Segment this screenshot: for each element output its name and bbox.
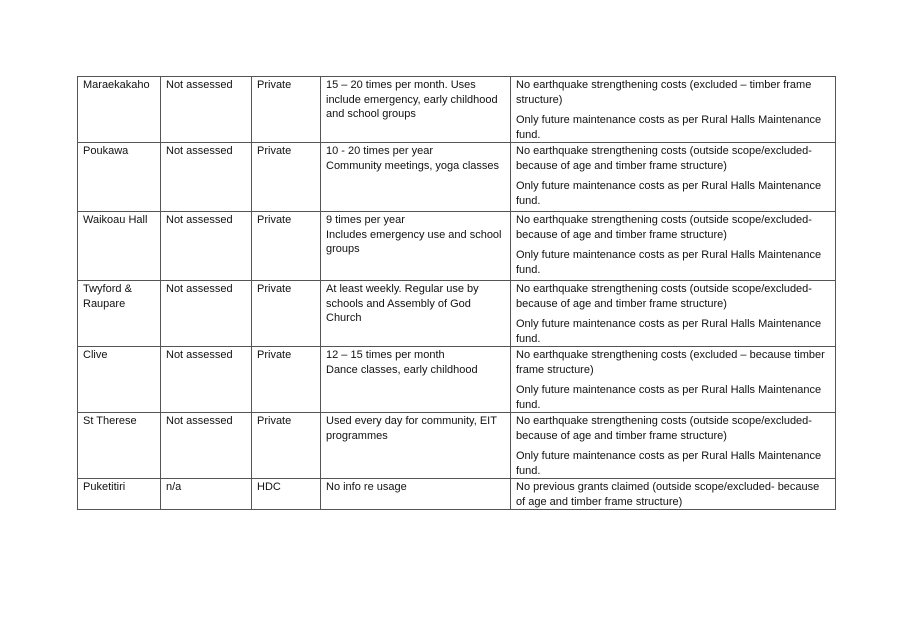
assessment-cell: Not assessed [161, 143, 252, 212]
notes-line: Only future maintenance costs as per Rural Halls Maintenance fund. [516, 180, 822, 207]
notes-line: Only future maintenance costs as per Rural Halls Maintenance fund. [516, 249, 822, 276]
ownership-cell: Private [252, 281, 321, 347]
ownership-cell: Private [252, 143, 321, 212]
ownership-cell: Private [252, 413, 321, 479]
usage-cell: Used every day for community, EIT programmes [321, 413, 511, 479]
notes-line: Only future maintenance costs as per Rural Halls Maintenance fund. [516, 114, 822, 141]
ownership-cell: HDC [252, 479, 321, 510]
notes-line: Only future maintenance costs as per Rural Halls Maintenance fund. [516, 318, 822, 345]
table-row [78, 212, 836, 281]
table-row [78, 281, 836, 347]
notes-line: No earthquake strengthening costs (outside scope/excluded- because of age and timber frame structure) [516, 415, 812, 442]
usage-cell: No info re usage [321, 479, 511, 510]
usage-cell [321, 143, 511, 212]
notes-cell [511, 479, 836, 510]
hall-name-cell: Waikoau Hall [78, 212, 161, 281]
assessment-cell: Not assessed [161, 281, 252, 347]
notes-cell [511, 77, 836, 143]
hall-name-cell: Twyford & Raupare [78, 281, 161, 347]
usage-line: 12 – 15 times per month [326, 349, 445, 361]
usage-line: Includes emergency use and school groups [326, 228, 502, 255]
ownership-cell: Private [252, 77, 321, 143]
notes-line: No earthquake strengthening costs (outside scope/excluded- because of age and timber frame structure) [516, 145, 812, 172]
usage-line: Community meetings, yoga classes [326, 159, 500, 172]
usage-line: Dance classes, early childhood [326, 363, 478, 376]
usage-cell [321, 347, 511, 413]
usage-cell [321, 212, 511, 281]
notes-cell [511, 143, 836, 212]
assessment-cell: n/a [161, 479, 252, 510]
notes-cell [511, 281, 836, 347]
usage-line: 10 - 20 times per year [326, 145, 433, 157]
table-row [78, 413, 836, 479]
notes-cell [511, 347, 836, 413]
ownership-cell: Private [252, 212, 321, 281]
usage-cell: 15 – 20 times per month. Uses include emergency, early childhood and school groups [321, 77, 511, 143]
notes-line: No earthquake strengthening costs (outside scope/excluded- because of age and timber frame structure) [516, 283, 812, 310]
hall-name-cell: Clive [78, 347, 161, 413]
hall-name-cell: Maraekakaho [78, 77, 161, 143]
ownership-cell: Private [252, 347, 321, 413]
notes-line: No earthquake strengthening costs (excluded – timber frame structure) [516, 79, 812, 106]
halls-table [77, 76, 836, 510]
table-row [78, 77, 836, 143]
assessment-cell: Not assessed [161, 347, 252, 413]
notes-cell [511, 212, 836, 281]
table-row [78, 479, 836, 510]
notes-line: Only future maintenance costs as per Rural Halls Maintenance fund. [516, 384, 822, 411]
notes-line: No previous grants claimed (outside scope/excluded- because of age and timber frame structure) [516, 481, 820, 508]
assessment-cell: Not assessed [161, 77, 252, 143]
notes-cell [511, 413, 836, 479]
assessment-cell: Not assessed [161, 212, 252, 281]
assessment-cell: Not assessed [161, 413, 252, 479]
notes-line: Only future maintenance costs as per Rural Halls Maintenance fund. [516, 450, 822, 477]
notes-line: No earthquake strengthening costs (excluded – because timber frame structure) [516, 349, 825, 376]
hall-name-cell: Puketitiri [78, 479, 161, 510]
hall-name-cell: St Therese [78, 413, 161, 479]
notes-line: No earthquake strengthening costs (outside scope/excluded- because of age and timber frame structure) [516, 214, 812, 241]
table-row [78, 143, 836, 212]
table-row [78, 347, 836, 413]
hall-name-cell: Poukawa [78, 143, 161, 212]
usage-line: 9 times per year [326, 214, 405, 226]
usage-cell: At least weekly. Regular use by schools and Assembly of God Church [321, 281, 511, 347]
